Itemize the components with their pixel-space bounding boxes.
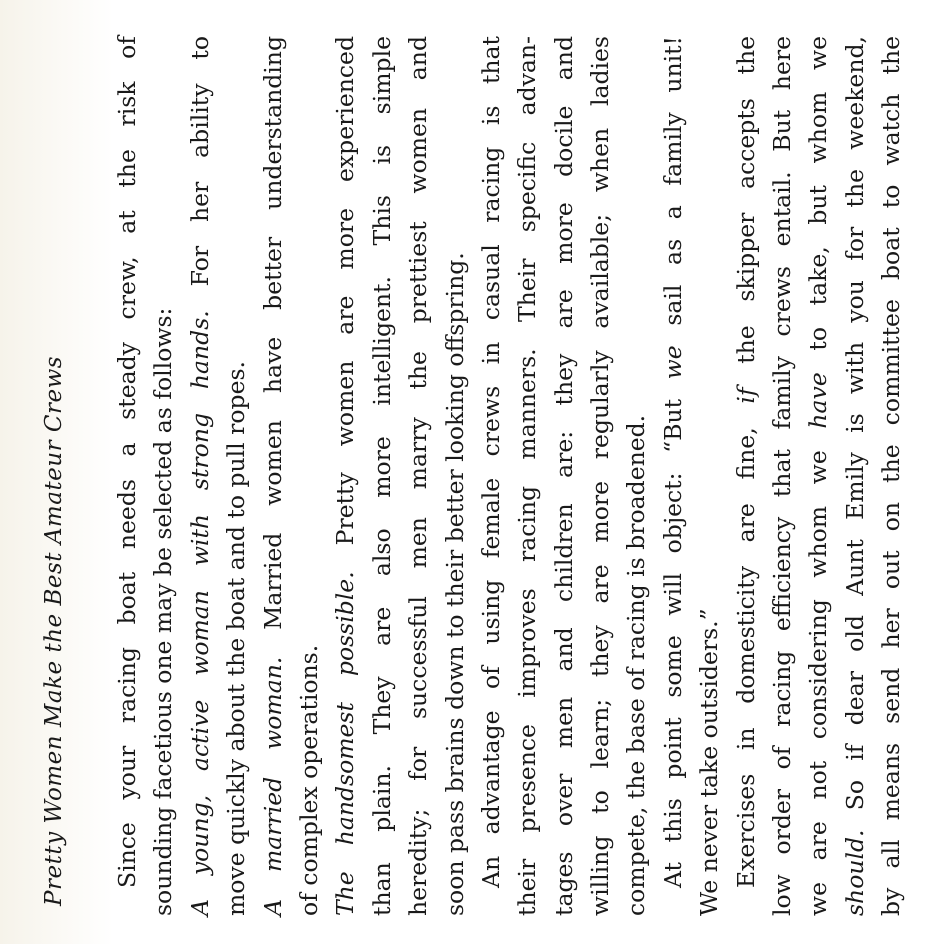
emphasis-text: if xyxy=(731,387,760,404)
text-line: Since your racing boat needs a steady crew, at the risk of xyxy=(113,36,141,888)
text-line: compete, the base of racing is broadened. xyxy=(622,414,651,916)
text-line: willing to learn; they are more regularly available; when ladies xyxy=(586,36,615,916)
emphasis-text: we xyxy=(658,345,687,380)
text-line: move quickly about the boat and to pull ropes. xyxy=(222,360,251,916)
text-line: A married woman. Married women have better understanding xyxy=(258,36,287,916)
text-line: A young, active woman with strong hands. For her ability to xyxy=(185,36,214,916)
text-line: we are not considering whom we have to take, but whom we xyxy=(804,36,833,916)
text-line: their presence improves racing manners. Their specific advan- xyxy=(513,36,542,916)
text-line: At this point some will object: “But we sail as a family unit! xyxy=(658,36,687,888)
running-head: Pretty Women Make the Best Amateur Crews xyxy=(41,355,67,906)
text-line: An advantage of using female crews in casual racing is that xyxy=(476,36,505,888)
text-line: The handsomest possible. Pretty women are more experienced xyxy=(331,36,360,916)
text-line: than plain. They are also more intelligent. This is simple xyxy=(367,36,396,916)
text-line: tages over men and children are: they are more docile and xyxy=(549,36,578,916)
text-line: We never take outsiders.” xyxy=(695,608,724,916)
emphasis-text: A married woman. xyxy=(258,656,287,916)
text-line: heredity; for successful men marry the prettiest women and xyxy=(404,36,433,916)
text-line: low order of racing efficiency that family crews entail. But here xyxy=(768,36,797,916)
text-line: of complex operations. xyxy=(294,644,323,916)
emphasis-text: should. xyxy=(840,829,869,916)
text-line: by all means send her out on the committee boat to watch the xyxy=(877,36,906,916)
emphasis-text: have xyxy=(804,372,833,429)
text-line: should. So if dear old Aunt Emily is with you for the weekend, xyxy=(840,36,869,916)
emphasis-text: The handsomest possible. xyxy=(331,571,360,916)
emphasis-text: A young, active woman with strong hands. xyxy=(185,310,214,916)
text-line: soon pass brains down to their better looking offspring. xyxy=(440,252,469,916)
book-page xyxy=(36,36,910,916)
text-line: Exercises in domesticity are fine, if the skipper accepts the xyxy=(731,35,760,888)
text-line: sounding facetious one may be selected as follows: xyxy=(149,307,178,916)
